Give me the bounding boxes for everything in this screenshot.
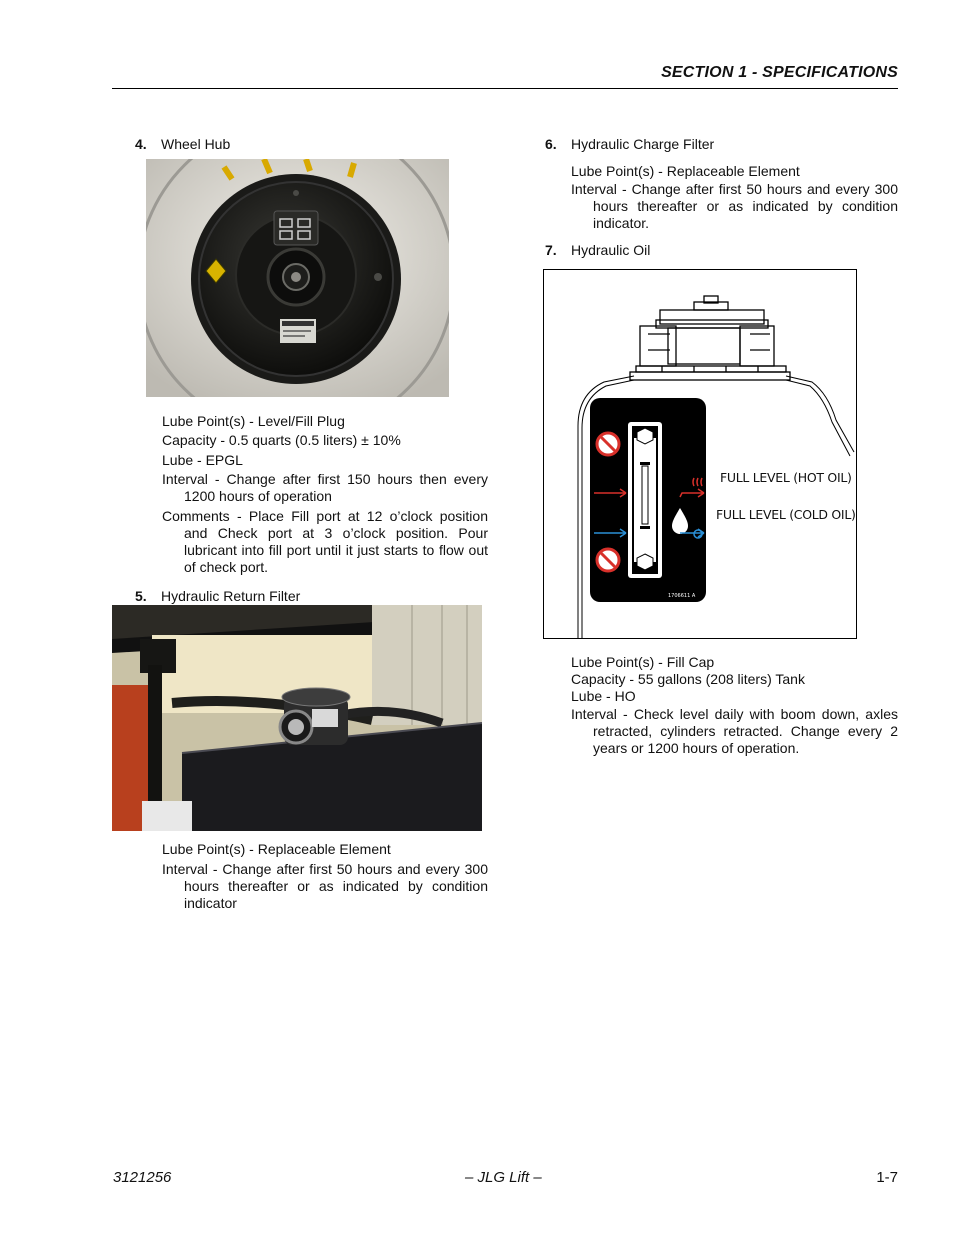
item-7-heading xyxy=(545,242,650,258)
item-7-number: 7. xyxy=(545,242,557,258)
cold-oil-level-label: FULL LEVEL (COLD OIL) xyxy=(716,507,856,522)
item-6-heading xyxy=(545,136,714,152)
item-4-capacity: Capacity - 0.5 quarts (0.5 liters) ± 10% xyxy=(162,432,401,448)
item-4-comments: Comments - Place Fill port at 12 o’clock position and Check port at 3 o’clock position. Pour lubricant into fill port until it just starts to flow out of check port. xyxy=(162,508,488,575)
item-5-number: 5. xyxy=(135,588,147,604)
footer-brand: – JLG Lift – xyxy=(465,1169,542,1186)
document-number: 3121256 xyxy=(113,1169,172,1186)
item-4-lube: Lube - EPGL xyxy=(162,452,243,468)
section-title: SECTION 1 - SPECIFICATIONS xyxy=(661,64,898,81)
item-7-lube: Lube - HO xyxy=(571,688,636,704)
header-rule xyxy=(112,88,898,89)
item-4-interval: Interval - Change after first 150 hours then every 1200 hours of operation xyxy=(162,471,488,504)
item-7-interval: Interval - Check level daily with boom down, axles retracted, cylinders retracted. Change every 2 years or 1200 hours of operation. xyxy=(571,706,898,756)
item-7-title: Hydraulic Oil xyxy=(571,242,651,258)
item-6-title: Hydraulic Charge Filter xyxy=(571,136,715,152)
page-number: 1-7 xyxy=(876,1169,898,1186)
item-4-number: 4. xyxy=(135,136,147,152)
item-6-lube-point: Lube Point(s) - Replaceable Element xyxy=(571,163,800,179)
wheel-hub-photo xyxy=(146,159,449,397)
item-6-number: 6. xyxy=(545,136,557,152)
item-5-heading xyxy=(135,588,300,604)
item-7-lube-point: Lube Point(s) - Fill Cap xyxy=(571,654,715,670)
hot-oil-level-label: FULL LEVEL (HOT OIL) xyxy=(720,470,852,485)
hydraulic-oil-diagram xyxy=(543,269,857,639)
level-arrows xyxy=(544,270,856,638)
hydraulic-return-filter-photo xyxy=(112,605,482,831)
decal-part-number: 1706611 A xyxy=(668,593,696,599)
item-4-heading xyxy=(135,136,230,152)
item-5-title: Hydraulic Return Filter xyxy=(161,588,301,604)
item-7-capacity: Capacity - 55 gallons (208 liters) Tank xyxy=(571,671,805,687)
item-4-title: Wheel Hub xyxy=(161,136,231,152)
item-5-lube-point: Lube Point(s) - Replaceable Element xyxy=(162,841,391,857)
item-6-interval: Interval - Change after first 50 hours and every 300 hours thereafter or as indicated by condition indicator. xyxy=(571,181,898,231)
item-4-lube-point: Lube Point(s) - Level/Fill Plug xyxy=(162,413,345,429)
item-5-interval: Interval - Change after first 50 hours and every 300 hours thereafter or as indicated by condition indicator xyxy=(162,861,488,911)
